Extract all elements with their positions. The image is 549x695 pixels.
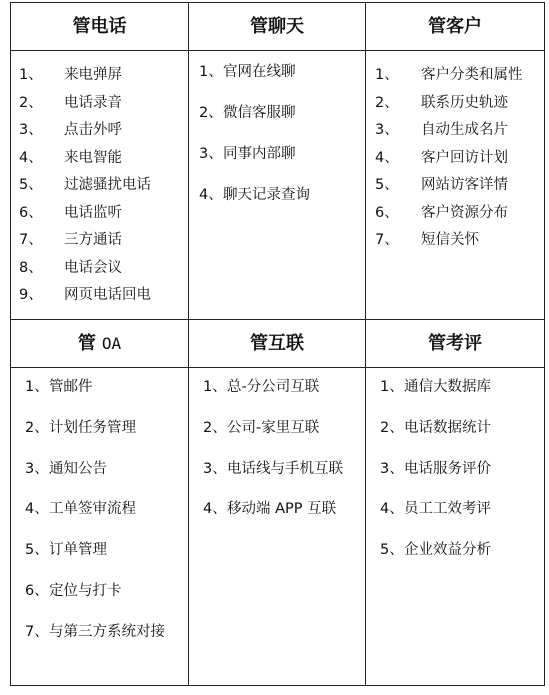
list-phone — [11, 51, 188, 310]
list-item: 6、 电话监听 — [19, 204, 122, 221]
list-item: 2、 电话录音 — [19, 94, 122, 111]
list-item: 1、 客户分类和属性 — [375, 67, 523, 83]
list-item: 3、电话服务评价 — [380, 460, 491, 477]
section-title-prefix: 管 — [77, 333, 96, 354]
section-title: 管电话 — [72, 16, 127, 37]
header-customer — [366, 3, 545, 51]
cell-customer-features — [366, 51, 545, 320]
list-item: 7、与第三方系统对接 — [25, 623, 165, 640]
section-title: 管互联 — [250, 333, 304, 354]
list-item: 2、电话数据统计 — [380, 419, 491, 436]
cell-evaluation-features — [366, 368, 545, 686]
list-item: 4、 客户回访计划 — [375, 149, 508, 166]
list-item: 5、 过滤骚扰电话 — [19, 177, 151, 193]
list-item: 1、 来电弹屏 — [19, 67, 122, 83]
list-item: 2、计划任务管理 — [25, 419, 136, 436]
cell-chat-features — [189, 51, 366, 320]
list-item: 7、 三方通话 — [19, 232, 122, 248]
list-item: 8、 电话会议 — [19, 259, 122, 276]
list-item: 5、 网站访客详情 — [375, 177, 508, 193]
list-item: 1、管邮件 — [25, 379, 93, 395]
list-item: 5、订单管理 — [25, 542, 107, 559]
list-item: 2、 联系历史轨迹 — [375, 94, 508, 111]
section-title: 管聊天 — [250, 16, 304, 37]
list-item: 3、通知公告 — [25, 460, 107, 477]
cell-oa-features — [11, 368, 189, 686]
section-title-suffix: OA — [101, 334, 122, 353]
list-oa — [11, 368, 188, 661]
header-evaluation — [366, 320, 545, 368]
list-customer — [366, 51, 544, 255]
list-item: 4、员工工效考评 — [380, 501, 491, 518]
list-item: 7、 短信关怀 — [375, 232, 479, 248]
header-chat — [189, 3, 366, 51]
list-chat — [189, 51, 365, 224]
list-item: 1、通信大数据库 — [380, 379, 491, 395]
list-item: 3、电话线与手机互联 — [203, 460, 343, 477]
list-evaluation — [366, 368, 544, 579]
list-item: 5、企业效益分析 — [380, 542, 491, 559]
cell-phone-features — [11, 51, 189, 320]
list-item: 6、定位与打卡 — [25, 582, 122, 599]
feature-table — [10, 2, 545, 686]
list-item: 6、 客户资源分布 — [375, 204, 508, 221]
header-oa — [11, 320, 189, 368]
list-item: 3、 点击外呼 — [19, 122, 122, 138]
list-item: 4、移动端 APP 互联 — [203, 501, 337, 518]
list-item: 2、微信客服聊 — [199, 105, 296, 121]
list-item: 2、公司-家里互联 — [203, 419, 320, 436]
list-item: 4、 来电智能 — [19, 149, 122, 166]
header-interconnect — [189, 320, 366, 368]
list-item: 9、 网页电话回电 — [19, 287, 151, 303]
list-interconnect — [189, 368, 365, 538]
list-item: 4、聊天记录查询 — [199, 187, 310, 203]
header-phone — [11, 3, 189, 51]
list-item: 3、同事内部聊 — [199, 146, 296, 162]
list-item: 3、 自动生成名片 — [375, 122, 508, 138]
section-title: 管考评 — [428, 333, 482, 354]
list-item: 1、官网在线聊 — [199, 64, 296, 80]
list-item: 1、总-分公司互联 — [203, 379, 320, 395]
cell-interconnect-features — [189, 368, 366, 686]
list-item: 4、工单签审流程 — [25, 501, 136, 518]
section-title: 管客户 — [428, 16, 482, 37]
